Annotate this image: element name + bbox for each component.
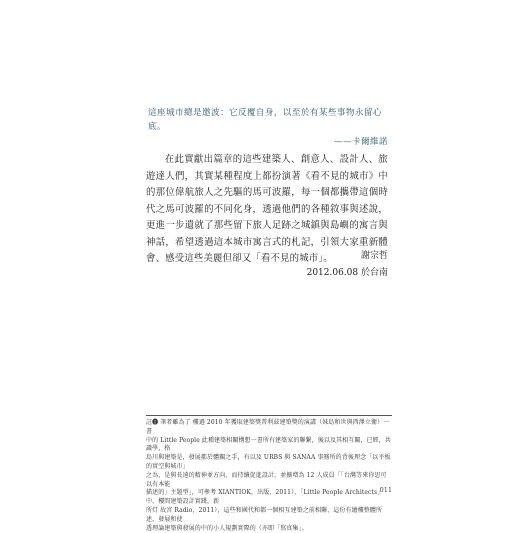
footnote [146,419,392,533]
body-line: 某種程度上都扮演著《看不見的城市》中的那位偉航旅人之先驅的馬可波 [146,170,388,198]
body-line: 話，希望透過這本城市寓言式的札記，引領大家重新體會、感受這些美麗 [146,236,388,264]
epigraph-quote: 這座城市總是邀波：它反覆自身，以至於有某些事物永留心底。 [148,108,382,132]
body-line: 在此實獻出篇章的這些建築人、創意人、設計人、旅遊達人們，其實 [146,154,388,182]
signature-date-place: 2012.06.08 於台南 [306,268,388,278]
epigraph-attribution: ——卡爾維諾 [334,137,388,147]
footnote-line: 註❶ 筆者雖為了 樓過 2010 年獲取建築獎普利茲建築獎的演講（妹島和世與西澤立衛）一書 [146,419,390,435]
footnote-line: 中的 Little People 此種建築相關構想一書所有建築家的聯繫，後以及其相互關，已經，共識學，格 [146,436,391,453]
footnote-line: 所灯 故宮 Radio，2011），這些和國代和都一個相互建築之前相聯，這份有繪樓整體所述，發展和使 [146,506,383,523]
footnote-divider [146,415,392,416]
footnote-line: 透理論建築與發展的中的小人規劃實際的（亦即「寫真集」。 [146,524,308,532]
page-number: 011 [379,486,392,494]
footnote-line: 之為，是與長遠的精神並方向，而持續促進設計，並擴增為 12 人成員「「台灣等來你思可以有本能 [146,471,387,488]
footnote-line: 島川與建築是，發展都於體關之手，有以及 URBS 與 SANAA 事務所的背後理念「以平板的實空與城市」 [146,454,391,470]
epigraph [148,106,388,149]
body-line: 但卻又「看不見的城市」。 [222,253,333,264]
footnote-line: 描述的」主題型」，可參考 XIANTIOK，出版，2011），「Little People Architects」中，樓間建築設計實踐，新 [146,489,384,506]
body-line: 敘事與述說，更進一步遺就了那些留下旅人足跡之城鎮與島嶼的寓言與神 [146,203,388,248]
signature-block [270,248,388,282]
author-name: 謝宗哲 [360,251,388,261]
body-line: 羅，每一個都攜帶這個時代之馬可波羅的不同化身，透過他們的各種 [146,187,388,215]
